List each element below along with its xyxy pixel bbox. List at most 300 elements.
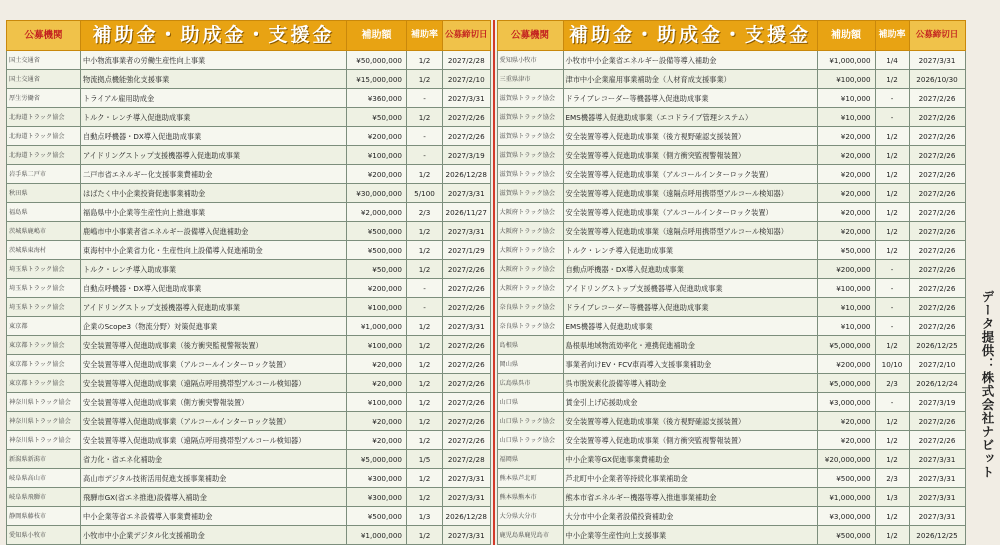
row-name: 津市中小企業雇用事業補助金（人材育成支援事業） bbox=[563, 70, 817, 89]
row-amount: ¥100,000 bbox=[347, 393, 407, 412]
row-name: 飛騨市GX(省エネ推進)設備導入補助金 bbox=[81, 488, 347, 507]
row-deadline: 2027/2/26 bbox=[909, 89, 965, 108]
row-amount: ¥1,000,000 bbox=[347, 526, 407, 545]
row-deadline: 2027/2/26 bbox=[443, 260, 491, 279]
row-org: 熊本県芦北町 bbox=[497, 469, 563, 488]
table-row bbox=[7, 260, 491, 279]
row-deadline: 2027/2/26 bbox=[443, 431, 491, 450]
row-amount: ¥5,000,000 bbox=[817, 336, 875, 355]
row-amount: ¥100,000 bbox=[347, 146, 407, 165]
row-rate: 1/2 bbox=[407, 108, 443, 127]
row-rate: 1/2 bbox=[407, 165, 443, 184]
row-rate: 1/2 bbox=[875, 146, 909, 165]
row-rate: 1/2 bbox=[875, 184, 909, 203]
row-org: 静岡県藤枝市 bbox=[7, 507, 81, 526]
row-org: 鹿児島県鹿児島市 bbox=[497, 526, 563, 545]
row-deadline: 2027/3/31 bbox=[443, 89, 491, 108]
table-row bbox=[497, 165, 965, 184]
row-deadline: 2027/2/26 bbox=[443, 298, 491, 317]
row-name: トルク・レンチ導入促進助成事業 bbox=[563, 241, 817, 260]
center-divider bbox=[493, 20, 495, 545]
row-name: アイドリングストップ支援機器導入促進助成事業 bbox=[563, 279, 817, 298]
row-amount: ¥360,000 bbox=[347, 89, 407, 108]
row-amount: ¥500,000 bbox=[817, 526, 875, 545]
row-name: 賃金引上げ応援助成金 bbox=[563, 393, 817, 412]
table-row bbox=[7, 89, 491, 108]
row-rate: 1/5 bbox=[407, 450, 443, 469]
table-row bbox=[7, 393, 491, 412]
table-row bbox=[497, 70, 965, 89]
row-amount: ¥100,000 bbox=[817, 279, 875, 298]
table-row bbox=[497, 336, 965, 355]
row-org: 茨城県鹿嶋市 bbox=[7, 222, 81, 241]
row-deadline: 2027/2/26 bbox=[909, 222, 965, 241]
row-rate: - bbox=[407, 146, 443, 165]
header-amount: 補助額 bbox=[347, 21, 407, 51]
header-deadline: 公募締切日 bbox=[909, 21, 965, 51]
row-name: 中小企業等省エネ設備導入事業費補助金 bbox=[81, 507, 347, 526]
row-amount: ¥5,000,000 bbox=[347, 450, 407, 469]
row-deadline: 2027/2/26 bbox=[443, 355, 491, 374]
row-deadline: 2027/2/26 bbox=[909, 146, 965, 165]
row-org: 滋賀県トラック協会 bbox=[497, 146, 563, 165]
table-row bbox=[497, 203, 965, 222]
row-name: EMS機器導入促進助成事業（エコドライブ管理システム） bbox=[563, 108, 817, 127]
table-row bbox=[497, 431, 965, 450]
row-rate: - bbox=[875, 89, 909, 108]
row-org: 滋賀県トラック協会 bbox=[497, 184, 563, 203]
table-row bbox=[497, 222, 965, 241]
row-amount: ¥300,000 bbox=[347, 488, 407, 507]
row-rate: - bbox=[875, 279, 909, 298]
row-deadline: 2027/2/26 bbox=[909, 127, 965, 146]
data-credit: データ提供：株式会社ナビット bbox=[980, 290, 995, 479]
row-org: 三重県津市 bbox=[497, 70, 563, 89]
row-org: 岡山県 bbox=[497, 355, 563, 374]
row-deadline: 2027/2/28 bbox=[443, 51, 491, 70]
row-amount: ¥100,000 bbox=[347, 298, 407, 317]
row-deadline: 2027/1/29 bbox=[443, 241, 491, 260]
table-row bbox=[7, 203, 491, 222]
row-rate: 1/4 bbox=[875, 51, 909, 70]
row-name: 芦北町中小企業者等持続化事業補助金 bbox=[563, 469, 817, 488]
row-name: EMS機器導入促進助成事業 bbox=[563, 317, 817, 336]
row-rate: 1/2 bbox=[407, 260, 443, 279]
row-org: 東京都 bbox=[7, 317, 81, 336]
row-name: 福島県中小企業等生産性向上推進事業 bbox=[81, 203, 347, 222]
row-rate: 1/2 bbox=[875, 241, 909, 260]
table-row bbox=[497, 488, 965, 507]
table-row bbox=[7, 165, 491, 184]
row-amount: ¥20,000 bbox=[817, 146, 875, 165]
row-name: 安全装置等導入促進助成事業（側方衝突監視警報装置） bbox=[563, 146, 817, 165]
table-row bbox=[7, 279, 491, 298]
table-row bbox=[7, 526, 491, 545]
row-amount: ¥10,000 bbox=[817, 317, 875, 336]
table-row bbox=[7, 507, 491, 526]
table-row bbox=[7, 355, 491, 374]
row-rate: 1/2 bbox=[875, 431, 909, 450]
header-org: 公募機関 bbox=[497, 21, 563, 51]
row-deadline: 2027/2/28 bbox=[443, 450, 491, 469]
table-row bbox=[497, 355, 965, 374]
row-org: 大分県大分市 bbox=[497, 507, 563, 526]
row-name: 東海村中小企業省力化・生産性向上設備導入促進補助金 bbox=[81, 241, 347, 260]
row-deadline: 2026/10/30 bbox=[909, 70, 965, 89]
row-deadline: 2027/2/10 bbox=[909, 355, 965, 374]
table-row bbox=[7, 488, 491, 507]
row-org: 岐阜県飛騨市 bbox=[7, 488, 81, 507]
row-org: 国土交通省 bbox=[7, 51, 81, 70]
row-rate: 1/2 bbox=[407, 412, 443, 431]
row-name: 自動点呼機器・DX導入促進助成事業 bbox=[563, 260, 817, 279]
row-rate: 1/2 bbox=[407, 355, 443, 374]
row-amount: ¥300,000 bbox=[347, 469, 407, 488]
row-name: 安全装置等導入促進助成事業（アルコールインターロック装置） bbox=[563, 165, 817, 184]
row-name: ドライブレコーダー等機器導入促進助成事業 bbox=[563, 89, 817, 108]
row-org: 大阪府トラック協会 bbox=[497, 279, 563, 298]
row-org: 愛知県小牧市 bbox=[7, 526, 81, 545]
row-deadline: 2027/3/31 bbox=[443, 526, 491, 545]
row-amount: ¥1,000,000 bbox=[817, 488, 875, 507]
table-body bbox=[7, 51, 491, 545]
row-amount: ¥20,000,000 bbox=[817, 450, 875, 469]
row-name: 安全装置等導入促進助成事業（遠隔点呼用携帯型アルコール検知器） bbox=[563, 184, 817, 203]
row-org: 大阪府トラック協会 bbox=[497, 260, 563, 279]
row-name: 中小物流事業者の労働生産性向上事業 bbox=[81, 51, 347, 70]
row-amount: ¥50,000 bbox=[347, 108, 407, 127]
row-deadline: 2026/11/27 bbox=[443, 203, 491, 222]
table-row bbox=[7, 412, 491, 431]
row-rate: 1/2 bbox=[875, 222, 909, 241]
row-rate: 2/3 bbox=[875, 469, 909, 488]
table-row bbox=[7, 374, 491, 393]
row-rate: 1/2 bbox=[407, 70, 443, 89]
row-amount: ¥20,000 bbox=[817, 222, 875, 241]
table-row bbox=[497, 298, 965, 317]
row-amount: ¥20,000 bbox=[817, 412, 875, 431]
row-amount: ¥20,000 bbox=[817, 165, 875, 184]
row-name: 島根県地域物流効率化・連携促進補助金 bbox=[563, 336, 817, 355]
row-rate: 2/3 bbox=[875, 374, 909, 393]
row-name: 熊本市省エネルギー機器等導入推進事業補助金 bbox=[563, 488, 817, 507]
row-name: 企業のScope3（物流分野）対策促進事業 bbox=[81, 317, 347, 336]
row-deadline: 2026/12/25 bbox=[909, 336, 965, 355]
row-org: 大阪府トラック協会 bbox=[497, 222, 563, 241]
row-amount: ¥10,000 bbox=[817, 298, 875, 317]
row-name: 小牧市中小企業デジタル化支援補助金 bbox=[81, 526, 347, 545]
row-rate: - bbox=[875, 393, 909, 412]
row-rate: 1/2 bbox=[407, 336, 443, 355]
row-amount: ¥20,000 bbox=[347, 355, 407, 374]
row-amount: ¥10,000 bbox=[817, 89, 875, 108]
row-rate: 1/2 bbox=[407, 469, 443, 488]
row-org: 岐阜県高山市 bbox=[7, 469, 81, 488]
row-deadline: 2027/2/26 bbox=[443, 279, 491, 298]
row-name: 鹿嶋市中小事業者省エネルギー設備導入促進補助金 bbox=[81, 222, 347, 241]
row-deadline: 2027/2/26 bbox=[443, 393, 491, 412]
table-row bbox=[497, 108, 965, 127]
row-name: 二戸市省エネルギー化支援事業費補助金 bbox=[81, 165, 347, 184]
row-amount: ¥15,000,000 bbox=[347, 70, 407, 89]
row-deadline: 2027/2/26 bbox=[909, 317, 965, 336]
row-rate: 1/2 bbox=[875, 507, 909, 526]
row-deadline: 2027/3/19 bbox=[909, 393, 965, 412]
row-name: 自動点呼機器・DX導入促進助成事業 bbox=[81, 127, 347, 146]
row-amount: ¥20,000 bbox=[347, 431, 407, 450]
row-deadline: 2027/2/26 bbox=[909, 431, 965, 450]
subsidy-table-right bbox=[497, 20, 966, 545]
row-deadline: 2027/2/10 bbox=[443, 70, 491, 89]
row-org: 大阪府トラック協会 bbox=[497, 241, 563, 260]
row-name: 大分市中小企業者設備投資補助金 bbox=[563, 507, 817, 526]
row-org: 国土交通省 bbox=[7, 70, 81, 89]
row-rate: 5/100 bbox=[407, 184, 443, 203]
header-title: 補助金・助成金・支援金 bbox=[563, 21, 817, 51]
row-deadline: 2027/2/26 bbox=[909, 298, 965, 317]
row-org: 広島県呉市 bbox=[497, 374, 563, 393]
row-amount: ¥30,000,000 bbox=[347, 184, 407, 203]
row-name: 安全装置等導入促進助成事業（後方視野確認支援装置） bbox=[563, 412, 817, 431]
row-rate: 1/2 bbox=[407, 241, 443, 260]
row-org: 奈良県トラック協会 bbox=[497, 298, 563, 317]
row-name: 安全装置等導入促進助成事業（アルコールインターロック装置） bbox=[81, 412, 347, 431]
header-title: 補助金・助成金・支援金 bbox=[81, 21, 347, 51]
header-org: 公募機関 bbox=[7, 21, 81, 51]
table-body bbox=[497, 51, 965, 545]
subsidy-table-left bbox=[6, 20, 491, 545]
table-row bbox=[497, 184, 965, 203]
row-deadline: 2027/3/31 bbox=[443, 222, 491, 241]
table-row bbox=[7, 146, 491, 165]
table-row bbox=[7, 298, 491, 317]
row-deadline: 2026/12/25 bbox=[909, 526, 965, 545]
row-rate: - bbox=[407, 298, 443, 317]
row-amount: ¥100,000 bbox=[347, 336, 407, 355]
row-deadline: 2027/2/26 bbox=[909, 279, 965, 298]
row-rate: 1/2 bbox=[407, 431, 443, 450]
row-deadline: 2027/2/26 bbox=[909, 165, 965, 184]
row-rate: - bbox=[407, 279, 443, 298]
row-rate: - bbox=[875, 317, 909, 336]
row-rate: 10/10 bbox=[875, 355, 909, 374]
table-row bbox=[497, 526, 965, 545]
row-org: 埼玉県トラック協会 bbox=[7, 279, 81, 298]
row-amount: ¥50,000 bbox=[817, 241, 875, 260]
row-name: 中小企業等生産性向上支援事業 bbox=[563, 526, 817, 545]
row-org: 北海道トラック協会 bbox=[7, 146, 81, 165]
row-name: 省力化・省エネ化補助金 bbox=[81, 450, 347, 469]
row-org: 東京都トラック協会 bbox=[7, 374, 81, 393]
row-deadline: 2027/3/31 bbox=[909, 450, 965, 469]
row-name: アイドリングストップ支援機器導入促進助成事業 bbox=[81, 298, 347, 317]
row-org: 大阪府トラック協会 bbox=[497, 203, 563, 222]
row-org: 山口県トラック協会 bbox=[497, 412, 563, 431]
row-name: はばたく中小企業投資促進事業補助金 bbox=[81, 184, 347, 203]
table-row bbox=[497, 146, 965, 165]
row-rate: 1/2 bbox=[407, 526, 443, 545]
table-row bbox=[7, 431, 491, 450]
table-row bbox=[497, 412, 965, 431]
table-row bbox=[497, 51, 965, 70]
row-name: 安全装置等導入促進助成事業（遠隔点呼用携帯型アルコール検知器） bbox=[81, 374, 347, 393]
row-name: 安全装置等導入促進助成事業（遠隔点呼用携帯型アルコール検知器） bbox=[563, 222, 817, 241]
row-org: 埼玉県トラック協会 bbox=[7, 260, 81, 279]
row-amount: ¥200,000 bbox=[347, 127, 407, 146]
header-rate: 補助率 bbox=[875, 21, 909, 51]
row-amount: ¥500,000 bbox=[347, 241, 407, 260]
row-amount: ¥20,000 bbox=[817, 431, 875, 450]
row-name: 安全装置等導入促進助成事業（後方視野確認支援装置） bbox=[563, 127, 817, 146]
row-org: 北海道トラック協会 bbox=[7, 127, 81, 146]
header-deadline: 公募締切日 bbox=[443, 21, 491, 51]
row-deadline: 2027/2/26 bbox=[909, 412, 965, 431]
row-deadline: 2027/2/26 bbox=[909, 184, 965, 203]
table-row bbox=[497, 241, 965, 260]
row-rate: - bbox=[875, 108, 909, 127]
row-org: 埼玉県トラック協会 bbox=[7, 298, 81, 317]
row-deadline: 2027/2/26 bbox=[443, 108, 491, 127]
row-name: 事業者向けEV・FCV車両導入支援事業補助金 bbox=[563, 355, 817, 374]
row-deadline: 2027/2/26 bbox=[443, 412, 491, 431]
row-amount: ¥1,000,000 bbox=[347, 317, 407, 336]
row-amount: ¥200,000 bbox=[347, 165, 407, 184]
table-header-row bbox=[7, 21, 491, 51]
row-rate: 1/2 bbox=[875, 70, 909, 89]
table-row bbox=[7, 51, 491, 70]
subsidy-sheet bbox=[6, 20, 966, 545]
row-rate: 2/3 bbox=[407, 203, 443, 222]
row-name: 物流拠点機能強化支援事業 bbox=[81, 70, 347, 89]
row-amount: ¥3,000,000 bbox=[817, 393, 875, 412]
row-deadline: 2026/12/24 bbox=[909, 374, 965, 393]
row-deadline: 2027/3/31 bbox=[443, 317, 491, 336]
row-org: 神奈川県トラック協会 bbox=[7, 412, 81, 431]
row-deadline: 2027/3/31 bbox=[909, 507, 965, 526]
row-org: 滋賀県トラック協会 bbox=[497, 89, 563, 108]
row-name: 安全装置等導入促進助成事業（後方衝突監視警報装置） bbox=[81, 336, 347, 355]
row-deadline: 2027/3/31 bbox=[909, 469, 965, 488]
row-deadline: 2026/12/28 bbox=[443, 165, 491, 184]
row-org: 滋賀県トラック協会 bbox=[497, 127, 563, 146]
row-amount: ¥20,000 bbox=[817, 184, 875, 203]
header-rate: 補助率 bbox=[407, 21, 443, 51]
row-rate: 1/2 bbox=[875, 203, 909, 222]
table-row bbox=[497, 89, 965, 108]
row-org: 北海道トラック協会 bbox=[7, 108, 81, 127]
row-name: トルク・レンチ導入助成事業 bbox=[81, 260, 347, 279]
row-amount: ¥200,000 bbox=[347, 279, 407, 298]
row-rate: 1/2 bbox=[407, 393, 443, 412]
row-rate: - bbox=[407, 127, 443, 146]
row-amount: ¥100,000 bbox=[817, 70, 875, 89]
table-row bbox=[7, 127, 491, 146]
row-amount: ¥5,000,000 bbox=[817, 374, 875, 393]
row-name: アイドリングストップ支援機器導入促進助成事業 bbox=[81, 146, 347, 165]
row-org: 山口県トラック協会 bbox=[497, 431, 563, 450]
header-amount: 補助額 bbox=[817, 21, 875, 51]
table-row bbox=[497, 393, 965, 412]
row-rate: - bbox=[407, 89, 443, 108]
row-amount: ¥200,000 bbox=[817, 355, 875, 374]
row-amount: ¥500,000 bbox=[817, 469, 875, 488]
row-amount: ¥200,000 bbox=[817, 260, 875, 279]
row-org: 東京都トラック協会 bbox=[7, 336, 81, 355]
table-row bbox=[497, 260, 965, 279]
row-rate: 1/3 bbox=[875, 488, 909, 507]
table-row bbox=[7, 241, 491, 260]
row-org: 茨城県東海村 bbox=[7, 241, 81, 260]
table-header-row bbox=[497, 21, 965, 51]
table-row bbox=[497, 450, 965, 469]
table-row bbox=[7, 336, 491, 355]
row-org: 岩手県二戸市 bbox=[7, 165, 81, 184]
row-name: 安全装置等導入促進助成事業（アルコールインターロック装置） bbox=[81, 355, 347, 374]
row-amount: ¥20,000 bbox=[817, 203, 875, 222]
row-rate: 1/2 bbox=[407, 374, 443, 393]
row-rate: 1/2 bbox=[875, 450, 909, 469]
row-deadline: 2027/2/26 bbox=[443, 127, 491, 146]
row-rate: - bbox=[875, 298, 909, 317]
row-rate: 1/2 bbox=[875, 127, 909, 146]
table-row bbox=[497, 317, 965, 336]
row-deadline: 2027/3/19 bbox=[443, 146, 491, 165]
row-name: 安全装置等導入促進助成事業（遠隔点呼用携帯型アルコール検知器） bbox=[81, 431, 347, 450]
table-row bbox=[7, 317, 491, 336]
row-name: 中小企業等GX促進事業費補助金 bbox=[563, 450, 817, 469]
row-amount: ¥3,000,000 bbox=[817, 507, 875, 526]
row-org: 山口県 bbox=[497, 393, 563, 412]
row-org: 秋田県 bbox=[7, 184, 81, 203]
table-row bbox=[7, 70, 491, 89]
row-org: 滋賀県トラック協会 bbox=[497, 165, 563, 184]
row-amount: ¥20,000 bbox=[347, 412, 407, 431]
row-org: 福岡県 bbox=[497, 450, 563, 469]
row-rate: 1/2 bbox=[875, 526, 909, 545]
row-org: 愛知県小牧市 bbox=[497, 51, 563, 70]
row-org: 厚生労働省 bbox=[7, 89, 81, 108]
row-amount: ¥50,000,000 bbox=[347, 51, 407, 70]
row-amount: ¥500,000 bbox=[347, 222, 407, 241]
row-rate: - bbox=[875, 260, 909, 279]
row-deadline: 2026/12/28 bbox=[443, 507, 491, 526]
row-deadline: 2027/2/26 bbox=[909, 241, 965, 260]
row-rate: 1/2 bbox=[875, 412, 909, 431]
row-org: 神奈川県トラック協会 bbox=[7, 393, 81, 412]
row-org: 熊本県熊本市 bbox=[497, 488, 563, 507]
row-amount: ¥10,000 bbox=[817, 108, 875, 127]
row-name: ドライブレコーダー等機器導入促進助成事業 bbox=[563, 298, 817, 317]
row-org: 島根県 bbox=[497, 336, 563, 355]
table-row bbox=[497, 127, 965, 146]
table-row bbox=[497, 374, 965, 393]
table-row bbox=[7, 222, 491, 241]
row-deadline: 2027/3/31 bbox=[443, 184, 491, 203]
row-org: 神奈川県トラック協会 bbox=[7, 431, 81, 450]
row-deadline: 2027/3/31 bbox=[443, 488, 491, 507]
table-row bbox=[7, 108, 491, 127]
row-amount: ¥1,000,000 bbox=[817, 51, 875, 70]
row-amount: ¥50,000 bbox=[347, 260, 407, 279]
row-name: 自動点呼機器・DX導入促進助成事業 bbox=[81, 279, 347, 298]
row-rate: 1/2 bbox=[407, 51, 443, 70]
row-amount: ¥20,000 bbox=[347, 374, 407, 393]
row-org: 奈良県トラック協会 bbox=[497, 317, 563, 336]
row-rate: 1/2 bbox=[407, 222, 443, 241]
row-deadline: 2027/3/31 bbox=[909, 51, 965, 70]
row-amount: ¥2,000,000 bbox=[347, 203, 407, 222]
row-name: 安全装置等導入促進助成事業（アルコールインターロック装置） bbox=[563, 203, 817, 222]
